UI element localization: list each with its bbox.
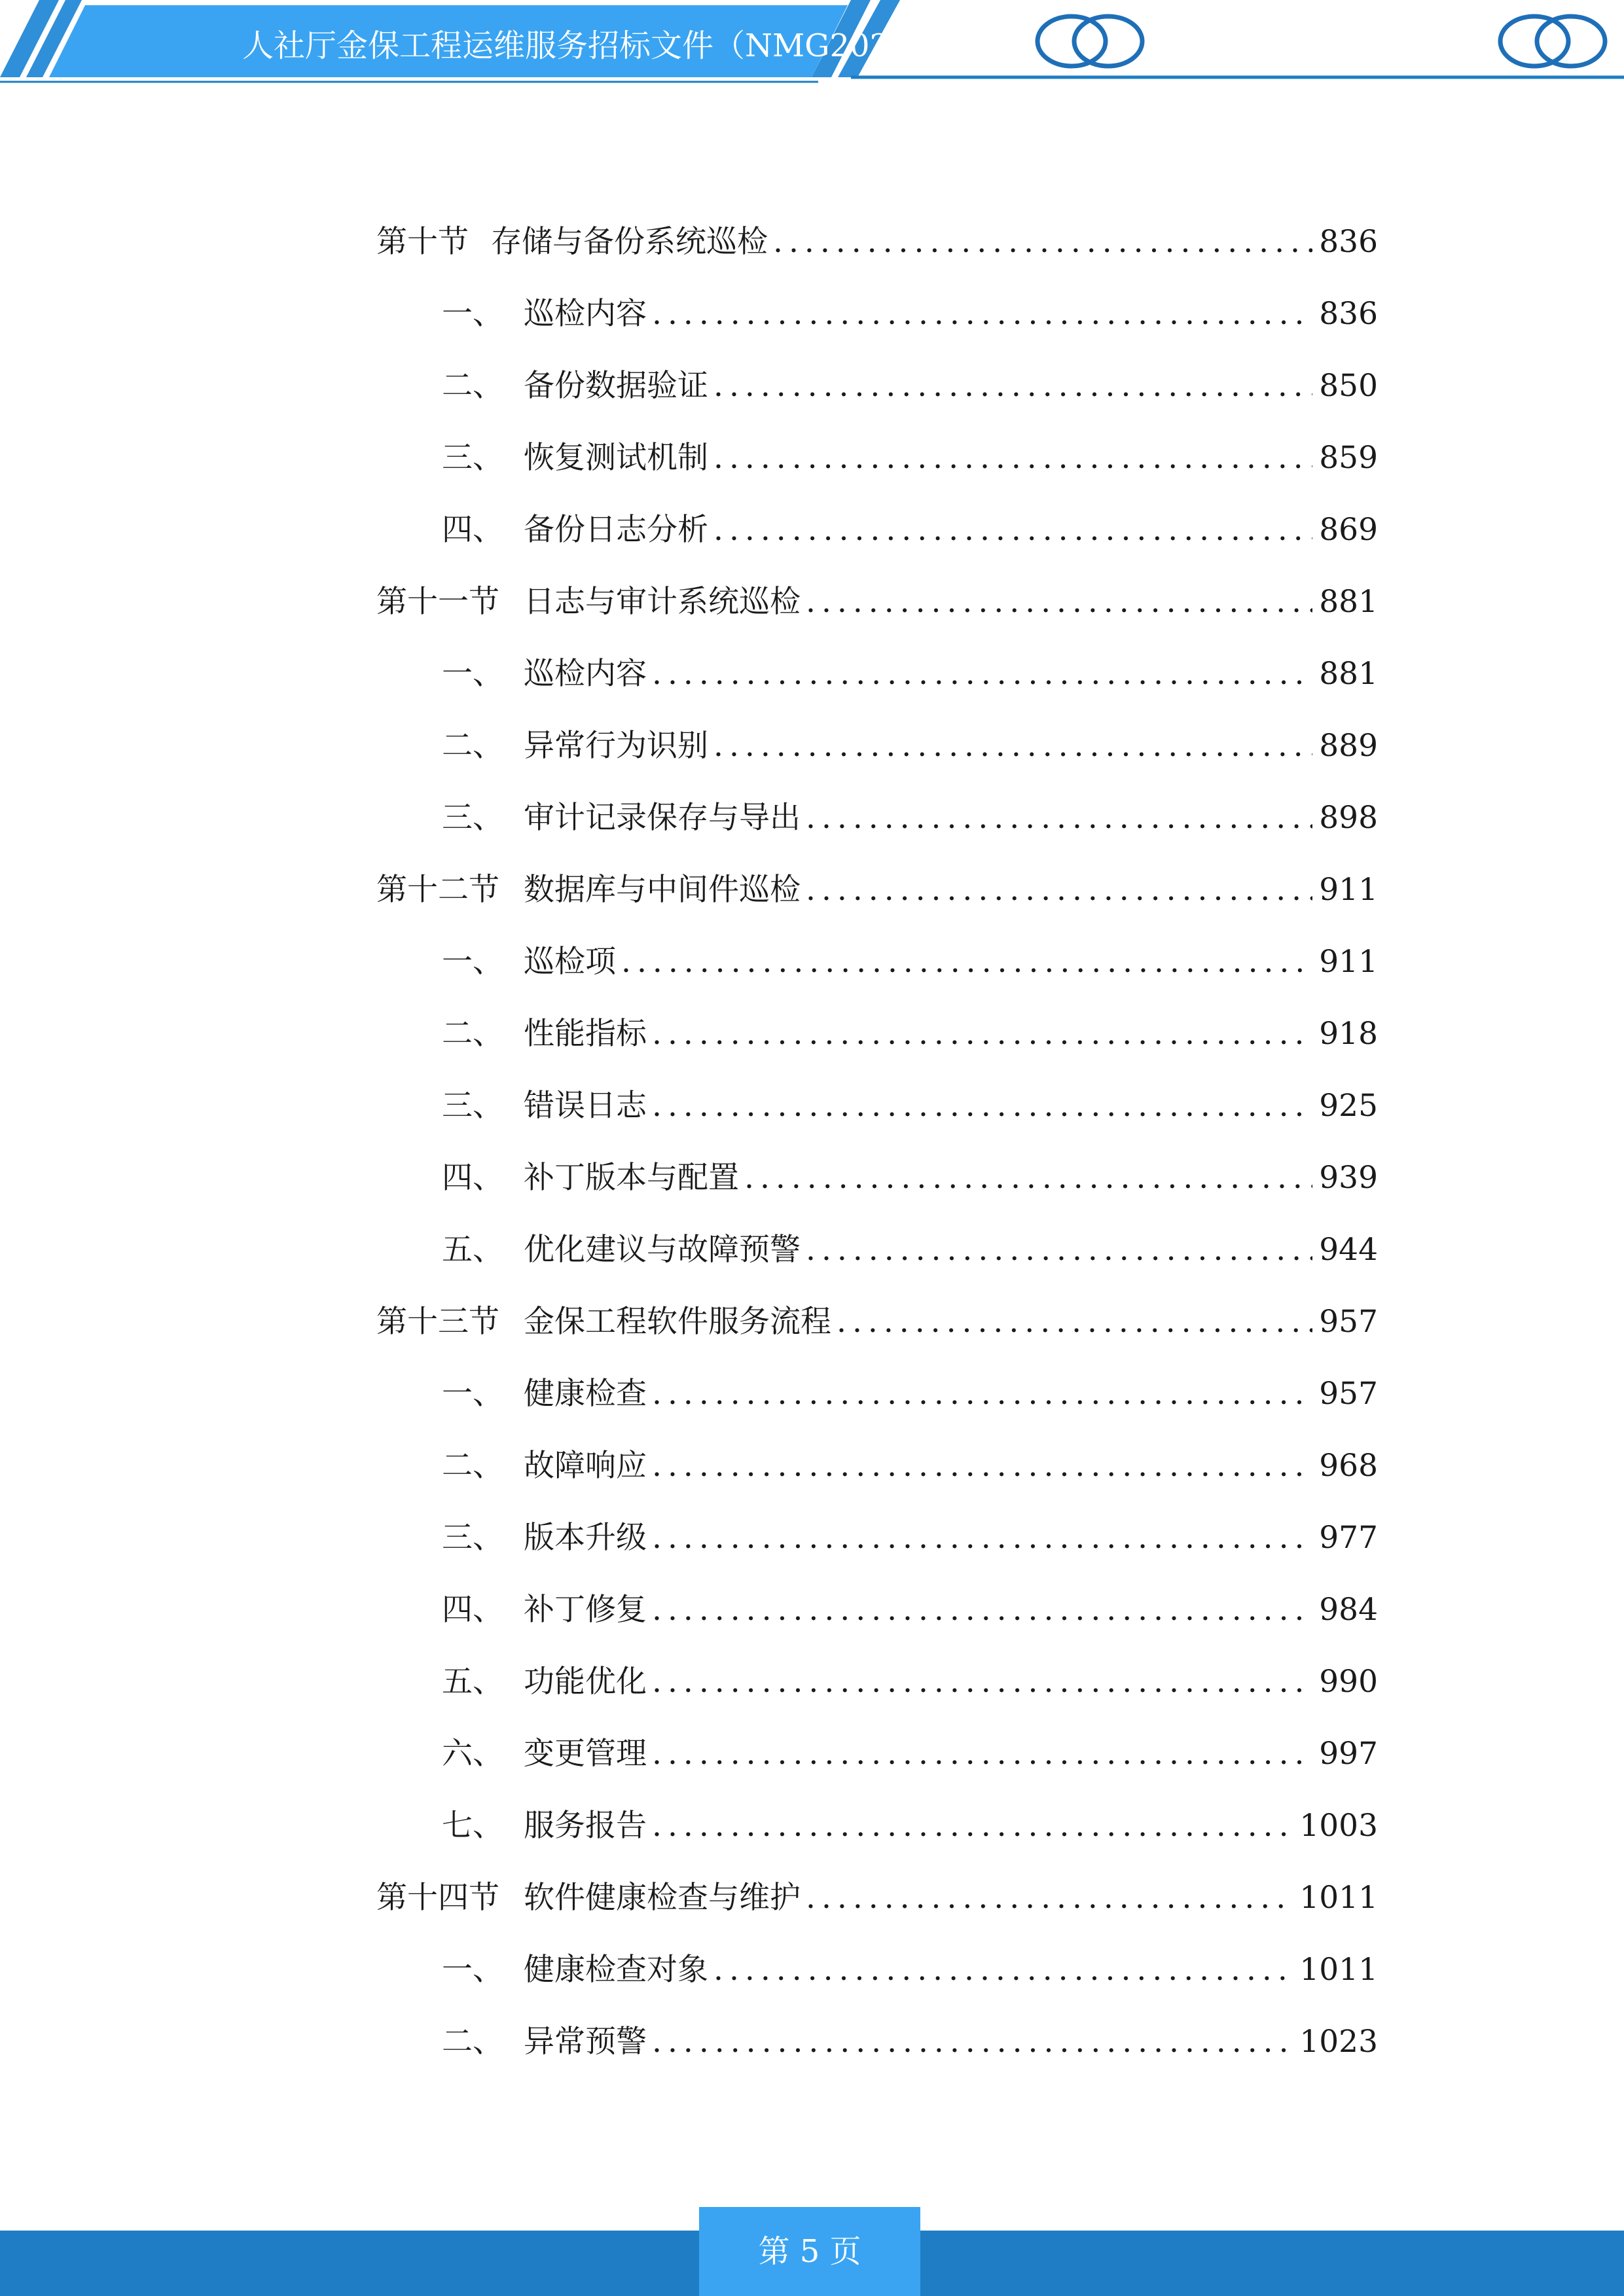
toc-entry-number: 五、 [442,1232,503,1268]
toc-entry-number: 第十二节 [376,872,499,908]
toc-entry-number: 四、 [442,1592,503,1628]
toc-entry-title: 健康检查对象 [524,1952,708,1988]
interlocking-rings-icon [1031,12,1149,71]
toc-entry-page: 836 [1319,224,1378,260]
toc-entry-title: 巡检内容 [524,296,647,332]
toc-item-entry[interactable] [442,504,1378,556]
toc-item-entry[interactable] [442,1152,1378,1204]
toc-entry-number: 二、 [442,1016,503,1052]
toc-entry-page: 881 [1319,584,1378,620]
toc-entry-number: 第十三节 [376,1304,499,1340]
toc-dot-leader [806,792,1312,844]
toc-item-entry[interactable] [442,1008,1378,1060]
toc-entry-number: 四、 [442,1160,503,1196]
toc-entry-title: 软件健康检查与维护 [524,1880,801,1916]
toc-entry-title: 存储与备份系统巡检 [491,224,768,260]
toc-entry-number: 六、 [442,1736,503,1772]
toc-entry-title: 故障响应 [524,1448,647,1484]
toc-entry-number: 二、 [442,2024,503,2060]
toc-section-entry[interactable] [376,576,1378,628]
toc-entry-title: 健康检查 [524,1376,647,1412]
toc-dot-leader [652,1440,1312,1492]
toc-dot-leader [652,288,1312,340]
document-title: 人社厅金保工程运维服务招标文件（NMG2025- [242,27,920,64]
interlocking-rings-icon [1494,12,1612,71]
toc-entry-page: 1023 [1299,2024,1378,2060]
toc-entry-title: 补丁修复 [524,1592,647,1628]
toc-dot-leader [652,1800,1293,1852]
toc-entry-page: 957 [1319,1304,1378,1340]
toc-entry-page: 918 [1319,1016,1378,1052]
toc-entry-page: 968 [1319,1448,1378,1484]
toc-entry-title: 异常行为识别 [524,728,708,764]
toc-entry-page: 911 [1319,944,1378,980]
toc-entry-page: 957 [1319,1376,1378,1412]
toc-section-entry[interactable] [376,1296,1378,1348]
toc-section-entry[interactable] [376,864,1378,916]
toc-section-entry[interactable] [376,1872,1378,1924]
toc-entry-number: 第十节 [376,224,469,260]
toc-item-entry[interactable] [442,1728,1378,1780]
toc-dot-leader [652,1008,1312,1060]
toc-dot-leader [713,1944,1293,1996]
toc-item-entry[interactable] [442,288,1378,340]
toc-entry-number: 一、 [442,944,503,980]
toc-entry-number: 一、 [442,296,503,332]
toc-item-entry[interactable] [442,936,1378,988]
toc-entry-title: 版本升级 [524,1520,647,1556]
toc-entry-title: 服务报告 [524,1808,647,1844]
toc-entry-number: 三、 [442,1520,503,1556]
toc-item-entry[interactable] [442,2016,1378,2068]
toc-entry-page: 911 [1319,872,1378,908]
toc-entry-page: 1011 [1299,1952,1378,1988]
toc-entry-page: 881 [1319,656,1378,692]
toc-entry-title: 日志与审计系统巡检 [524,584,801,620]
toc-entry-title: 数据库与中间件巡检 [524,872,801,908]
toc-item-entry[interactable] [442,1800,1378,1852]
toc-entry-number: 三、 [442,1088,503,1124]
toc-entry-title: 优化建议与故障预警 [524,1232,801,1268]
toc-entry-page: 869 [1319,512,1378,548]
toc-entry-number: 第十四节 [376,1880,499,1916]
toc-item-entry[interactable] [442,792,1378,844]
toc-entry-number: 二、 [442,1448,503,1484]
toc-dot-leader [621,936,1312,988]
toc-entry-title: 金保工程软件服务流程 [524,1304,831,1340]
toc-item-entry[interactable] [442,1440,1378,1492]
toc-item-entry[interactable] [442,1512,1378,1564]
toc-entry-page: 850 [1319,368,1378,404]
toc-entry-title: 功能优化 [524,1664,647,1700]
toc-entry-number: 四、 [442,512,503,548]
toc-entry-title: 补丁版本与配置 [524,1160,739,1196]
toc-entry-page: 898 [1319,800,1378,836]
toc-dot-leader [713,432,1312,484]
toc-entry-title: 性能指标 [524,1016,647,1052]
toc-entry-number: 二、 [442,728,503,764]
toc-entry-title: 错误日志 [524,1088,647,1124]
toc-entry-title: 备份日志分析 [524,512,708,548]
toc-dot-leader [744,1152,1312,1204]
toc-section-entry[interactable] [376,216,1378,268]
toc-entry-page: 977 [1319,1520,1378,1556]
toc-entry-number: 三、 [442,800,503,836]
toc-dot-leader [652,1728,1312,1780]
toc-entry-title: 恢复测试机制 [524,440,708,476]
toc-entry-page: 939 [1319,1160,1378,1196]
toc-entry-title: 巡检内容 [524,656,647,692]
toc-item-entry[interactable] [442,720,1378,772]
toc-entry-title: 异常预警 [524,2024,647,2060]
toc-entry-number: 七、 [442,1808,503,1844]
toc-entry-page: 836 [1319,296,1378,332]
toc-dot-leader [652,1656,1312,1708]
toc-dot-leader [806,1224,1312,1276]
toc-entry-number: 一、 [442,1952,503,1988]
toc-entry-title: 审计记录保存与导出 [524,800,801,836]
toc-entry-page: 990 [1319,1664,1378,1700]
toc-entry-page: 1011 [1299,1880,1378,1916]
toc-dot-leader [652,1512,1312,1564]
toc-dot-leader [806,1872,1293,1924]
toc-entry-page: 944 [1319,1232,1378,1268]
toc-dot-leader [652,1584,1312,1636]
toc-entry-page: 889 [1319,728,1378,764]
toc-dot-leader [713,720,1312,772]
toc-item-entry[interactable] [442,1656,1378,1708]
toc-entry-number: 二、 [442,368,503,404]
toc-entry-page: 1003 [1299,1808,1378,1844]
toc-item-entry[interactable] [442,1080,1378,1132]
toc-entry-title: 变更管理 [524,1736,647,1772]
toc-item-entry[interactable] [442,1944,1378,1996]
toc-entry-page: 984 [1319,1592,1378,1628]
toc-dot-leader [652,2016,1293,2068]
toc-dot-leader [837,1296,1312,1348]
toc-entry-number: 五、 [442,1664,503,1700]
toc-dot-leader [773,216,1312,268]
toc-dot-leader [652,648,1312,700]
toc-entry-number: 一、 [442,656,503,692]
toc-entry-page: 859 [1319,440,1378,476]
toc-item-entry[interactable] [442,1584,1378,1636]
toc-item-entry[interactable] [442,360,1378,412]
toc-entry-number: 三、 [442,440,503,476]
toc-entry-title: 巡检项 [524,944,616,980]
toc-dot-leader [806,576,1312,628]
toc-dot-leader [652,1080,1312,1132]
toc-entry-page: 997 [1319,1736,1378,1772]
toc-item-entry[interactable] [442,432,1378,484]
toc-item-entry[interactable] [442,1368,1378,1420]
toc-entry-number: 第十一节 [376,584,499,620]
toc-dot-leader [652,1368,1312,1420]
page-number-label: 第 5 页 [699,2207,920,2296]
toc-item-entry[interactable] [442,648,1378,700]
toc-dot-leader [713,360,1312,412]
toc-dot-leader [713,504,1312,556]
toc-entry-title: 备份数据验证 [524,368,708,404]
toc-item-entry[interactable] [442,1224,1378,1276]
page-header [0,0,1624,88]
toc-dot-leader [806,864,1312,916]
toc-entry-number: 一、 [442,1376,503,1412]
toc-entry-page: 925 [1319,1088,1378,1124]
